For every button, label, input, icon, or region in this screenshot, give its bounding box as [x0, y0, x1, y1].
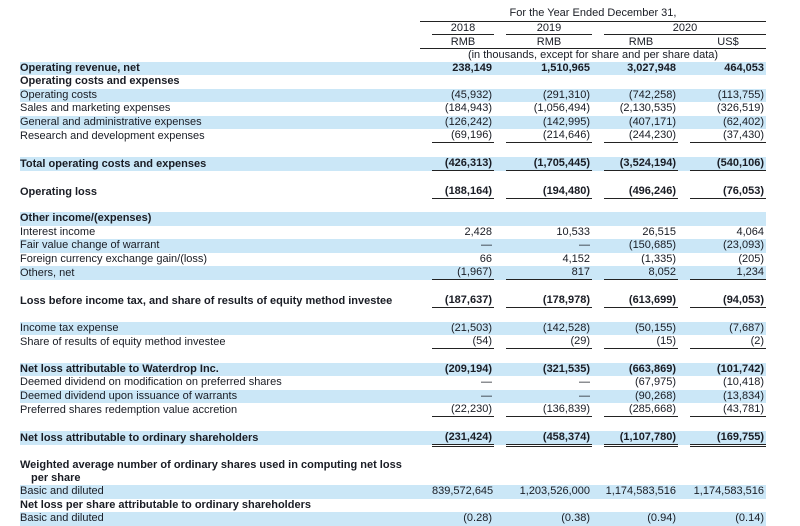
cell-value: (244,230): [592, 129, 678, 143]
cell-value: (101,742): [716, 362, 765, 375]
cell-value: (90,268): [635, 389, 676, 402]
cell-value: (205): [738, 252, 765, 265]
table-row: [20, 212, 766, 225]
row-label: Operating loss: [20, 185, 98, 198]
cell-value: (13,834): [723, 389, 765, 402]
cell-value: (94,053): [678, 294, 766, 308]
cell-value: (2,130,535): [619, 102, 676, 115]
cell-value: [592, 75, 678, 88]
cell-value: (69,196): [420, 129, 494, 143]
cell-value: 238,149: [452, 62, 492, 74]
income-statement-table: [20, 5, 766, 526]
cell-value: 1,234: [678, 266, 766, 280]
spacer-row: [20, 143, 766, 156]
table-row: [20, 89, 766, 102]
cell-value: (169,755): [678, 431, 766, 445]
cell-value: 1,510,965: [541, 62, 590, 74]
table-row: [20, 116, 766, 129]
table-row: [20, 239, 766, 252]
year-label: 2019: [506, 22, 592, 35]
cell-value: (1,335): [641, 252, 676, 265]
cell-value: 4,152: [562, 252, 590, 265]
row-label: Deemed dividend upon issuance of warrants: [20, 389, 238, 402]
cell-value: —: [579, 376, 590, 389]
cell-value: (1,056,494): [533, 102, 590, 115]
year-label: 2018: [432, 22, 494, 35]
cell-value: (291,310): [542, 88, 590, 101]
spacer-cell: [20, 417, 766, 430]
cell-value: —: [579, 239, 590, 252]
cell-value: 4,064: [736, 225, 765, 238]
row-label: Net loss attributable to ordinary shareholders: [20, 431, 259, 444]
cell-value: —: [579, 389, 590, 402]
cell-value: (62,402): [723, 115, 765, 128]
cell-value: [420, 212, 494, 225]
cell-value: (10,418): [723, 376, 765, 389]
cell-value: (613,699): [592, 294, 678, 308]
currency-header-2020-rmb: RMB: [592, 35, 678, 49]
table-row: [20, 294, 766, 308]
cell-value: [592, 499, 678, 512]
cell-value: 464,053: [724, 62, 765, 74]
cell-value: (3,524,194): [592, 157, 678, 171]
table-row: [20, 322, 766, 335]
cell-value: (285,668): [592, 403, 678, 417]
table-row: [20, 376, 766, 389]
spacer-cell: [20, 171, 766, 184]
table-row: [20, 403, 766, 417]
cell-value: [420, 499, 494, 512]
row-label: Net loss attributable to Waterdrop Inc.: [20, 362, 219, 375]
year-label: 2020: [604, 22, 766, 35]
spacer-row: [20, 349, 766, 362]
currency-header-2019: RMB: [494, 35, 592, 49]
cell-value: [678, 212, 766, 225]
year-2020-header: [592, 22, 766, 36]
spacer-row: [20, 308, 766, 321]
row-label: Other income/(expenses): [20, 212, 152, 225]
cell-value: (742,258): [628, 88, 676, 101]
cell-value: (187,637): [420, 294, 494, 308]
table-row: [20, 129, 766, 143]
cell-value: 3,027,948: [627, 62, 676, 74]
row-label: Income tax expense: [20, 321, 119, 334]
spacer-cell: [20, 143, 766, 156]
spacer-row: [20, 171, 766, 184]
cell-value: (150,685): [628, 239, 676, 252]
cell-value: (178,978): [494, 294, 592, 308]
cell-value: —: [481, 239, 492, 252]
row-label: Interest income: [20, 225, 96, 238]
cell-value: [420, 459, 494, 472]
cell-value: (214,646): [494, 129, 592, 143]
cell-value: 1,203,526,000: [519, 485, 590, 498]
currency-header-2020-usd: US$: [678, 35, 766, 49]
cell-value: 26,515: [642, 225, 676, 238]
cell-value: (0.14): [735, 512, 765, 525]
header-spacer-cell: [20, 49, 420, 63]
header-spacer-cell: [20, 22, 420, 36]
cell-value: (43,781): [678, 403, 766, 417]
cell-value: (142,995): [542, 115, 590, 128]
cell-value: (126,242): [444, 115, 492, 128]
table-row: [20, 62, 766, 75]
cell-value: (23,093): [723, 239, 765, 252]
table-row: [20, 226, 766, 239]
row-label: Basic and diluted: [20, 485, 104, 498]
cell-value: (1,967): [420, 266, 494, 280]
row-label: per share: [31, 472, 81, 485]
units-note-row: [20, 49, 766, 63]
table-body: [20, 62, 766, 526]
cell-value: [592, 459, 678, 472]
cell-value: [678, 499, 766, 512]
cell-value: [678, 472, 766, 485]
spacer-cell: [20, 349, 766, 362]
cell-value: [420, 75, 494, 88]
cell-value: (21,503): [451, 321, 492, 334]
row-label: Operating revenue, net: [20, 62, 140, 74]
spacer-row: [20, 417, 766, 430]
spacer-row: [20, 199, 766, 212]
spacer-row: [20, 280, 766, 293]
cell-value: (15): [592, 335, 678, 349]
cell-value: (231,424): [420, 431, 494, 445]
year-2018-header: [420, 22, 494, 36]
spacer-cell: [20, 280, 766, 293]
cell-value: (7,687): [729, 321, 765, 334]
table-row: [20, 253, 766, 266]
cell-value: (37,430): [678, 129, 766, 143]
cell-value: 1,174,583,516: [605, 485, 676, 498]
table-row: [20, 185, 766, 199]
cell-value: —: [481, 376, 492, 389]
cell-value: [494, 459, 592, 472]
cell-value: (29): [494, 335, 592, 349]
table-row: [20, 472, 766, 485]
header-spacer-cell: [20, 5, 420, 22]
row-label: Total operating costs and expenses: [20, 157, 207, 170]
cell-value: (540,106): [678, 157, 766, 171]
cell-value: (22,230): [420, 403, 494, 417]
spacer-cell: [20, 308, 766, 321]
table-row: [20, 390, 766, 403]
table-row: [20, 75, 766, 88]
row-label: Basic and diluted: [20, 512, 104, 525]
cell-value: (1,705,445): [494, 157, 592, 171]
cell-value: 839,572,645: [432, 485, 494, 498]
cell-value: [494, 212, 592, 225]
cell-value: (209,194): [444, 362, 492, 375]
period-title-row: [20, 5, 766, 22]
cell-value: (321,535): [542, 362, 590, 375]
spacer-cell: [20, 199, 766, 212]
table-row: [20, 459, 766, 472]
row-label: Operating costs: [20, 88, 98, 101]
cell-value: (2): [678, 335, 766, 349]
cell-value: (1,107,780): [592, 431, 678, 445]
table-row: [20, 431, 766, 445]
row-label: Weighted average number of ordinary shares used in computing net loss: [20, 458, 402, 471]
cell-value: (54): [420, 335, 494, 349]
cell-value: 2,428: [464, 225, 492, 238]
cell-value: 10,533: [556, 225, 590, 238]
cell-value: (67,975): [635, 376, 676, 389]
cell-value: [494, 75, 592, 88]
cell-value: (184,943): [444, 102, 492, 115]
row-label: Sales and marketing expenses: [20, 102, 171, 115]
row-label: Loss before income tax, and share of results of equity method investee: [20, 294, 393, 307]
cell-value: [494, 472, 592, 485]
table-row: [20, 102, 766, 115]
cell-value: (113,755): [717, 88, 765, 101]
table-header: [20, 5, 766, 62]
table-row: [20, 499, 766, 512]
cell-value: (496,246): [592, 185, 678, 199]
table-row: [20, 335, 766, 349]
cell-value: (188,164): [420, 185, 494, 199]
row-label: Foreign currency exchange gain/(loss): [20, 252, 208, 265]
row-label: Preferred shares redemption value accretion: [20, 404, 238, 417]
cell-value: (407,171): [628, 115, 676, 128]
cell-value: [494, 499, 592, 512]
cell-value: (0.28): [463, 512, 492, 525]
currency-header-2018: RMB: [420, 35, 494, 49]
cell-value: (76,053): [678, 185, 766, 199]
row-label: Net loss per share attributable to ordinary shareholders: [20, 498, 311, 511]
row-label: Others, net: [20, 267, 75, 280]
units-note: (in thousands, except for share and per share data): [467, 49, 719, 61]
cell-value: —: [481, 389, 492, 402]
cell-value: [678, 75, 766, 88]
row-label: Fair value change of warrant: [20, 239, 160, 252]
cell-value: (45,932): [451, 88, 492, 101]
table-row: [20, 363, 766, 376]
row-label: Deemed dividend on modification on preferred shares: [20, 376, 282, 389]
cell-value: 66: [479, 252, 492, 265]
currency-header-row: [20, 35, 766, 49]
row-label: Research and development expenses: [20, 130, 205, 143]
cell-value: 817: [494, 266, 592, 280]
cell-value: [420, 472, 494, 485]
cell-value: (194,480): [494, 185, 592, 199]
year-2019-header: [494, 22, 592, 36]
cell-value: (0.94): [647, 512, 676, 525]
cell-value: (0.38): [561, 512, 590, 525]
cell-value: 8,052: [592, 266, 678, 280]
cell-value: (50,155): [635, 321, 676, 334]
spacer-cell: [20, 445, 766, 458]
cell-value: [592, 212, 678, 225]
row-label: Share of results of equity method investee: [20, 336, 226, 349]
row-label: Operating costs and expenses: [20, 75, 180, 88]
cell-value: (426,313): [420, 157, 494, 171]
table-row: [20, 157, 766, 171]
cell-value: (458,374): [494, 431, 592, 445]
year-header-row: [20, 22, 766, 36]
row-label: General and administrative expenses: [20, 115, 202, 128]
cell-value: (663,869): [628, 362, 676, 375]
cell-value: (326,519): [716, 102, 765, 115]
period-title: For the Year Ended December 31,: [420, 5, 766, 22]
cell-value: [592, 472, 678, 485]
cell-value: (142,528): [542, 321, 590, 334]
spacer-row: [20, 445, 766, 458]
table-row: [20, 266, 766, 280]
cell-value: 1,174,583,516: [693, 485, 765, 498]
cell-value: (136,839): [494, 403, 592, 417]
table-row: [20, 485, 766, 498]
header-spacer-cell: [20, 35, 420, 49]
cell-value: [678, 459, 766, 472]
